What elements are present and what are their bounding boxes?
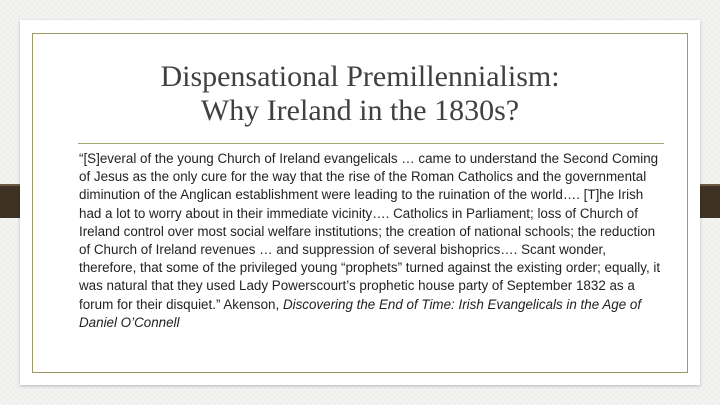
citation-book-title: Discovering the End of Time: Irish Evangelicals in the Age of Daniel O’Connell <box>79 296 642 330</box>
title-divider <box>78 143 664 144</box>
slide-title-line-2: Why Ireland in the 1830s? <box>200 94 520 127</box>
slide-title-line-1: Dispensational Premillennialism: <box>160 60 560 93</box>
quote-text: “[S]everal of the young Church of Ireland evangelicals … came to understand the Second Coming of Jesus as the only cure for the way that the rise of the Roman Catholics and the governmental diminution of the Anglican establishment were leading to the ruination of the world…. [T]he Irish had a lot to worry about in their immediate vicinity…. Catholics in Parliament; loss of Church of Ireland control over most social welfare institutions; the creation of national schools; the reduction of Church of Ireland revenues … and suppression of several bishoprics…. Scant wonder, therefore, that some of the privileged young “prophets” turned against the existing order; equally, it was natural that they used Lady Powerscourt’s prophetic house party of September 1832 as a forum for their disquiet.” Akenson, <box>79 151 661 312</box>
quote-paragraph <box>79 150 664 332</box>
slide-title <box>60 60 660 128</box>
